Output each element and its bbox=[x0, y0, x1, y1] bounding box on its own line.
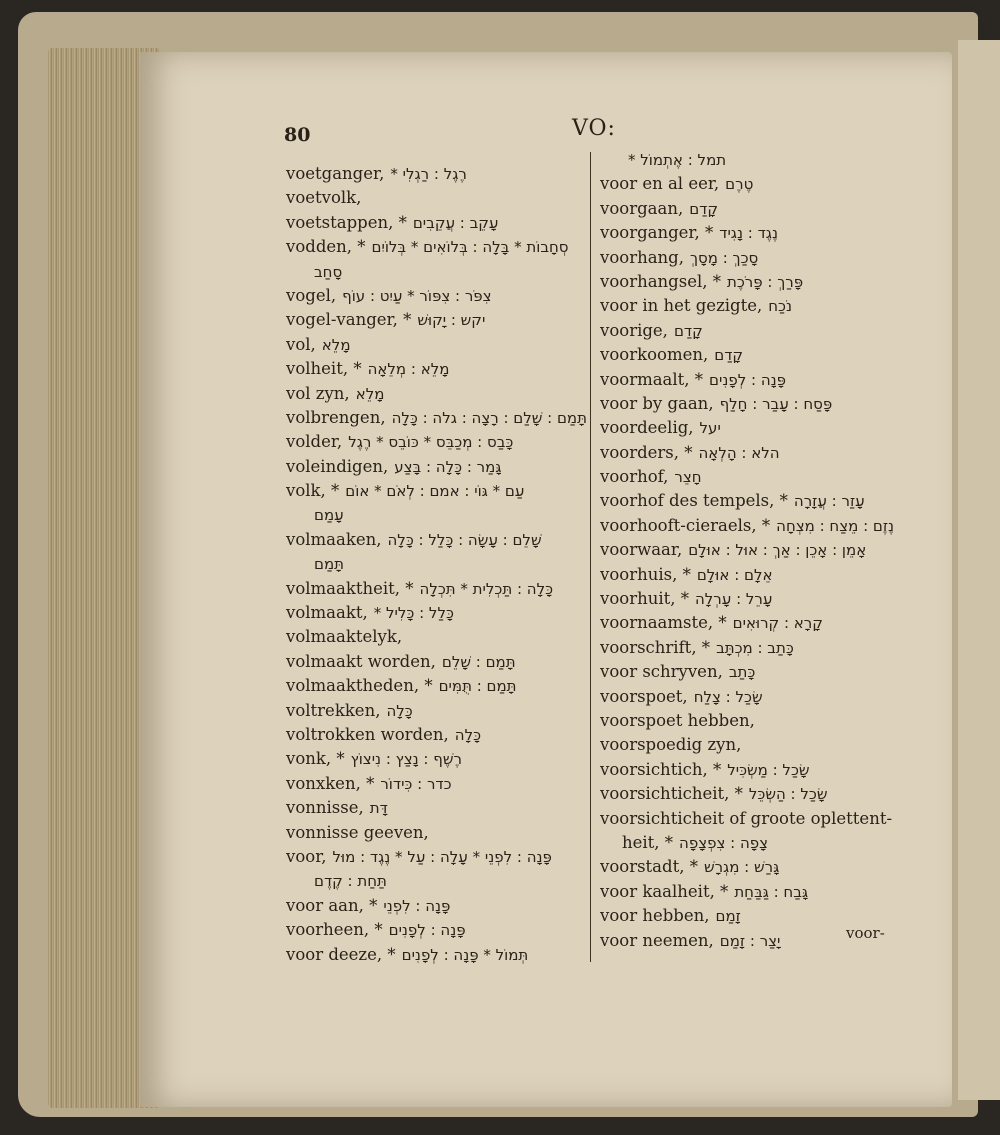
hebrew-gloss: שָׁלֵם : עָשָׂה : כָּלַל : כָּלָה bbox=[387, 530, 542, 549]
column-rule bbox=[590, 152, 591, 962]
hebrew-gloss: אָמֵן : אָכֵן : אַךְ : אוּל : אוּלָם bbox=[688, 541, 867, 560]
dictionary-entry bbox=[600, 855, 930, 879]
dutch-headword: voorstadt, * bbox=[600, 857, 698, 877]
hebrew-gloss: פָּרַךְ : פָּרֹכֶת bbox=[726, 272, 804, 291]
dutch-headword: voleindigen, bbox=[286, 456, 389, 476]
hebrew-gloss: תַּחַת : קֶדֶם bbox=[314, 872, 387, 891]
dictionary-entry bbox=[600, 148, 930, 172]
dictionary-entry bbox=[286, 406, 616, 430]
hebrew-gloss: גָּרַשׁ : מִגְרָשׁ bbox=[703, 858, 780, 877]
dictionary-entry bbox=[600, 270, 930, 294]
hebrew-gloss: נֹכַח bbox=[768, 297, 792, 316]
dutch-headword: voetstappen, * bbox=[286, 212, 407, 232]
dictionary-entry bbox=[286, 845, 616, 869]
dictionary-entry bbox=[286, 357, 616, 381]
hebrew-gloss: פָּנָה : לִפְנֵי bbox=[383, 896, 451, 915]
dictionary-entry bbox=[286, 382, 616, 406]
dictionary-entry bbox=[286, 308, 616, 332]
hebrew-gloss: כדר : כִּידוֹר bbox=[380, 774, 452, 793]
dutch-headword: voorheen, * bbox=[286, 920, 383, 940]
hebrew-gloss: יקש : יָקוּשׁ bbox=[417, 311, 486, 330]
hebrew-gloss: פָּסַח : עָבַר : חָלַף bbox=[719, 394, 833, 413]
hebrew-gloss: תָּמַם : שָׁלַם : רָצָה : גלה : כָּלָה bbox=[391, 408, 587, 427]
dictionary-entry bbox=[600, 636, 930, 660]
hebrew-gloss: כָּלָה bbox=[454, 725, 482, 744]
hebrew-gloss: מָלֵא : מְלֵאָה bbox=[367, 360, 450, 379]
hebrew-gloss: תָּמַם : תֻּמִּים bbox=[438, 677, 517, 696]
dictionary-entry bbox=[600, 660, 930, 684]
hebrew-gloss: תמל : אֶתְמוֹל * bbox=[628, 151, 727, 169]
dutch-headword: voor hebben, bbox=[600, 906, 710, 926]
dictionary-entry bbox=[600, 392, 930, 416]
hebrew-gloss: הלא : הָלְאָה bbox=[698, 443, 780, 462]
dutch-headword: voorsichtich, * bbox=[600, 759, 722, 779]
dutch-headword: voorwaar, bbox=[600, 540, 683, 560]
hebrew-gloss: צָפָה : צִפְצָפָה bbox=[679, 833, 769, 852]
dictionary-entry bbox=[600, 319, 930, 343]
dictionary-entry bbox=[600, 880, 930, 904]
dictionary-entry bbox=[600, 538, 930, 562]
hebrew-gloss: סָכַךְ : מָסָךְ bbox=[689, 248, 759, 267]
page-number: 80 bbox=[284, 124, 311, 146]
hebrew-gloss: כָּלָה : תַּכְלִית * תִּכְלָה bbox=[419, 579, 554, 598]
hebrew-gloss: גָּמַר : כָּלָה : בָּצַע bbox=[394, 457, 502, 476]
dictionary-entry bbox=[286, 577, 616, 601]
dutch-headword: voor kaalheit, * bbox=[600, 881, 729, 901]
hebrew-gloss: רֶגֶל : רַגְלִי * bbox=[390, 165, 467, 183]
hebrew-gloss: מָלֵא bbox=[355, 384, 385, 403]
dictionary-entry bbox=[286, 747, 616, 771]
dutch-headword: vodden, * bbox=[286, 237, 366, 257]
hebrew-gloss: עָקֵב : עֲקֵבִים bbox=[412, 213, 499, 232]
dictionary-entry bbox=[286, 211, 616, 235]
dictionary-entry bbox=[286, 333, 616, 357]
dictionary-entry bbox=[286, 650, 616, 674]
hebrew-gloss: תָּמַם bbox=[314, 555, 344, 574]
dutch-headword: voorhooft-cieraels, * bbox=[600, 515, 771, 535]
dutch-headword: voorspoet, bbox=[600, 686, 688, 706]
dutch-headword: vonnisse geeven, bbox=[286, 822, 429, 842]
hebrew-gloss: שָׂכַל : צָלַח bbox=[693, 687, 763, 706]
dictionary-entry bbox=[600, 294, 930, 318]
dictionary-entry bbox=[286, 723, 616, 747]
hebrew-gloss: כָּלַל : כָּלִיל * bbox=[373, 604, 454, 623]
hebrew-gloss: אֵלָם : אוּלָם bbox=[696, 565, 773, 584]
hebrew-gloss: כָּבַס : מְכַבֵּס * כּוֹבֵס * רֶגֶל bbox=[348, 433, 514, 452]
dictionary-entry bbox=[286, 674, 616, 698]
dictionary-entry bbox=[600, 563, 930, 587]
dutch-headword: voorhang, bbox=[600, 247, 684, 267]
dictionary-entry bbox=[286, 503, 616, 527]
hebrew-gloss: תָּמַם : שָׁלֵם bbox=[441, 652, 516, 671]
dictionary-entry bbox=[600, 489, 930, 513]
right-column bbox=[600, 148, 930, 953]
dutch-headword: volmaaken, bbox=[286, 529, 382, 549]
dictionary-entry bbox=[600, 197, 930, 221]
dictionary-entry bbox=[286, 601, 616, 625]
dictionary-entry bbox=[286, 552, 616, 576]
dutch-headword: vogel, bbox=[286, 285, 337, 305]
dictionary-entry bbox=[286, 162, 616, 186]
dutch-headword: voorsichticheit of groote oplettent- bbox=[600, 808, 893, 828]
dutch-headword: voltrekken, bbox=[286, 700, 381, 720]
dutch-headword: voorgaan, bbox=[600, 198, 684, 218]
hebrew-gloss: יָצַר : זָמַם bbox=[719, 931, 781, 950]
dictionary-entry bbox=[600, 343, 930, 367]
dutch-headword: voorhangsel, * bbox=[600, 271, 721, 291]
hebrew-gloss: סָחַב bbox=[314, 262, 343, 281]
dictionary-entry bbox=[600, 685, 930, 709]
dutch-headword: vonxken, * bbox=[286, 773, 375, 793]
dutch-headword: voorschrift, * bbox=[600, 637, 711, 657]
hebrew-gloss: קָרָא : קְרוּאִים bbox=[732, 614, 823, 633]
dutch-headword: voornaamste, * bbox=[600, 613, 727, 633]
dutch-headword: voorige, bbox=[600, 320, 668, 340]
left-column bbox=[286, 162, 616, 967]
dutch-headword: vonnisse, bbox=[286, 798, 364, 818]
dictionary-entry bbox=[600, 709, 930, 733]
dutch-headword: voormaalt, * bbox=[600, 369, 704, 389]
dutch-headword: volbrengen, bbox=[286, 407, 386, 427]
dutch-headword: voor, bbox=[286, 846, 327, 866]
dutch-headword: voor in het gezigte, bbox=[600, 296, 763, 316]
dutch-headword: volmaakt, bbox=[286, 603, 368, 623]
dictionary-entry bbox=[286, 625, 616, 649]
dictionary-entry bbox=[286, 528, 616, 552]
dutch-headword: voor aan, * bbox=[286, 895, 378, 915]
hebrew-gloss: כָּתַב bbox=[728, 663, 756, 682]
dutch-headword: voorhuit, * bbox=[600, 589, 689, 609]
hebrew-gloss: פָּנָה : לִפְנֵי * עָלָה : עַל * נֶגֶד : מוּל bbox=[332, 847, 552, 866]
hebrew-gloss: כָּלָה bbox=[386, 701, 413, 720]
dutch-headword: voor neemen, bbox=[600, 930, 714, 950]
dictionary-entry bbox=[600, 831, 930, 855]
dictionary-entry bbox=[286, 772, 616, 796]
dutch-headword: vol zyn, bbox=[286, 383, 350, 403]
dutch-headword: volk, * bbox=[286, 481, 340, 501]
hebrew-gloss: פָּנָה : לְפָנִים bbox=[709, 370, 787, 389]
dutch-headword: voorganger, * bbox=[600, 223, 714, 243]
hebrew-gloss: נֶזֶם : מֵצַח : מִצְחָה bbox=[776, 516, 895, 535]
hebrew-gloss: יעל bbox=[699, 419, 721, 438]
dutch-headword: volmaaktheden, * bbox=[286, 676, 433, 696]
dictionary-entry bbox=[286, 699, 616, 723]
hebrew-gloss: עָמַם bbox=[314, 506, 344, 525]
dictionary-entry bbox=[600, 807, 930, 831]
hebrew-gloss: מָלֵא bbox=[321, 335, 351, 354]
hebrew-gloss: גָּבַח : גַּבַּחַת bbox=[734, 882, 809, 901]
dutch-headword: voorhof des tempels, * bbox=[600, 491, 788, 511]
dictionary-entry bbox=[286, 430, 616, 454]
hebrew-gloss: חָצֵר bbox=[674, 468, 702, 487]
dictionary-entry bbox=[286, 821, 616, 845]
hebrew-gloss: נֶגֶד : נָגִיד bbox=[719, 224, 778, 243]
dictionary-entry bbox=[600, 733, 930, 757]
dutch-headword: voorspoet hebben, bbox=[600, 710, 755, 730]
dutch-headword: volder, bbox=[286, 432, 343, 452]
dutch-headword: voorkoomen, bbox=[600, 345, 709, 365]
hebrew-gloss: דָּת bbox=[369, 799, 388, 818]
dictionary-entry bbox=[286, 186, 616, 210]
dutch-headword: volmaaktheit, * bbox=[286, 578, 414, 598]
dictionary-page bbox=[140, 52, 952, 1107]
dictionary-entry bbox=[600, 441, 930, 465]
hebrew-gloss: כָּתַב : מִכְתָּב bbox=[716, 638, 794, 657]
dictionary-entry bbox=[600, 587, 930, 611]
hebrew-gloss: צִפֹּר : צִפּוֹר * עַיִט : עוֹף bbox=[342, 286, 492, 305]
dutch-headword: voor deeze, * bbox=[286, 944, 396, 964]
hebrew-gloss: סְחָבוֹת * בָּלָה : בְּלוֹאִים * בְּלוֹיִם bbox=[371, 238, 569, 257]
dictionary-entry bbox=[600, 368, 930, 392]
dutch-headword: voetganger, bbox=[286, 164, 385, 183]
dictionary-entry bbox=[286, 796, 616, 820]
dictionary-entry bbox=[600, 172, 930, 196]
dictionary-entry bbox=[600, 416, 930, 440]
dictionary-entry bbox=[600, 514, 930, 538]
running-head: VO: bbox=[572, 116, 616, 141]
facing-page-edge bbox=[958, 40, 1000, 1100]
dictionary-entry bbox=[600, 758, 930, 782]
hebrew-gloss: עָזַר : עֲזָרָה bbox=[793, 492, 865, 511]
dutch-headword: volmaakt worden, bbox=[286, 651, 436, 671]
dutch-headword: voor en al eer, bbox=[600, 174, 720, 194]
dutch-headword: heit, * bbox=[622, 832, 674, 852]
hebrew-gloss: פָּנָה : לְפָנִים bbox=[388, 921, 466, 940]
hebrew-gloss: טֶרֶם bbox=[725, 175, 754, 194]
dictionary-entry bbox=[600, 782, 930, 806]
dutch-headword: vogel-vanger, * bbox=[286, 310, 412, 330]
dutch-headword: voor schryven, bbox=[600, 662, 723, 682]
hebrew-gloss: עָרֵל : עָרְלָה bbox=[694, 590, 773, 609]
dutch-headword: voorsichticheit, * bbox=[600, 784, 743, 804]
hebrew-gloss: קָדַם bbox=[714, 346, 744, 365]
dutch-headword: voorhof, bbox=[600, 467, 669, 487]
hebrew-gloss: שָׂכַל : הַשְׂכֵּל bbox=[748, 785, 828, 804]
hebrew-gloss: תְּמוֹל * פָּנָה : לְפָנִים bbox=[401, 945, 529, 964]
dictionary-entry bbox=[286, 455, 616, 479]
dutch-headword: vol, bbox=[286, 334, 316, 354]
hebrew-gloss: קָדַם bbox=[673, 321, 703, 340]
dictionary-entry bbox=[286, 894, 616, 918]
hebrew-gloss: קָדַם bbox=[689, 199, 718, 218]
dutch-headword: voordeelig, bbox=[600, 418, 694, 438]
dutch-headword: voorders, * bbox=[600, 442, 693, 462]
catchword: voor- bbox=[846, 924, 885, 942]
dutch-headword: voor by gaan, bbox=[600, 393, 714, 413]
dictionary-entry bbox=[286, 918, 616, 942]
dictionary-entry bbox=[286, 869, 616, 893]
dutch-headword: voorhuis, * bbox=[600, 564, 691, 584]
hebrew-gloss: שָׂכַל : מַשְׂכִּיל bbox=[727, 760, 810, 779]
hebrew-gloss: רֶשֶׁף : נָצַץ : נִיצוֹץ bbox=[350, 750, 462, 769]
dutch-headword: volheit, * bbox=[286, 359, 362, 379]
dictionary-entry bbox=[600, 221, 930, 245]
dictionary-entry bbox=[286, 235, 616, 259]
dictionary-entry bbox=[286, 943, 616, 967]
dictionary-entry bbox=[600, 611, 930, 635]
dictionary-entry bbox=[600, 246, 930, 270]
dictionary-entry bbox=[286, 479, 616, 503]
hebrew-gloss: זָמַם bbox=[715, 907, 741, 926]
hebrew-gloss: עַם * גּוֹי : אמם : לְאֹם * אוֹם bbox=[345, 482, 525, 501]
dictionary-entry bbox=[600, 465, 930, 489]
dutch-headword: voorspoedig zyn, bbox=[600, 735, 742, 755]
dutch-headword: vonk, * bbox=[286, 749, 345, 769]
dictionary-entry bbox=[286, 284, 616, 308]
dutch-headword: voltrokken worden, bbox=[286, 724, 449, 744]
dictionary-entry bbox=[286, 260, 616, 284]
dutch-headword: voetvolk, bbox=[286, 188, 362, 208]
dutch-headword: volmaaktelyk, bbox=[286, 627, 403, 647]
